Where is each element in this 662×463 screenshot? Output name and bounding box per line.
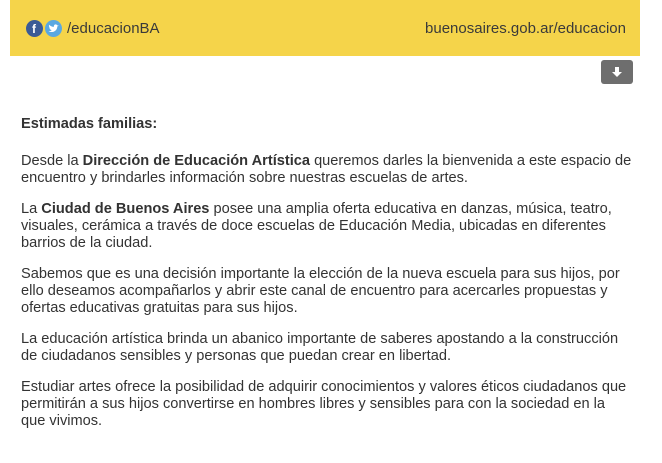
paragraph-artistic-education: La educación artística brinda un abanico importante de saberes apostando a la construcción de ciudadanos sensibles y personas que puedan crear en libertad.: [21, 331, 619, 364]
paragraph-decision: Sabemos que es una decisión importante la elección de la nueva escuela para sus hijos, por ello deseamos acompañarlos y abrir este canal de encuentro para acercarles propuestas y ofertas educativas gratuitas para sus hijos.: [21, 266, 620, 316]
paragraph-study-arts: Estudiar artes ofrece la posibilidad de adquirir conocimientos y valores éticos ciudadanos que permitirán a sus hijos convertirse en hombres libres y sensibles para con la sociedad en la que vivimos.: [21, 379, 627, 429]
website-link[interactable]: buenosaires.gob.ar/educacion: [425, 19, 626, 37]
paragraph-welcome: Desde la Dirección de Educación Artística queremos darles la bienvenida a este espacio de encuentro y brindarles información sobre nuestras escuelas de artes.: [21, 153, 632, 186]
social-links: [26, 20, 160, 37]
download-arrow-icon: [612, 67, 622, 78]
twitter-icon[interactable]: [45, 20, 62, 37]
svg-text:f: f: [32, 22, 36, 34]
facebook-icon[interactable]: [26, 20, 43, 37]
download-button[interactable]: [601, 60, 633, 84]
greeting: Estimadas familias:: [21, 116, 158, 132]
header-banner: [10, 0, 640, 56]
paragraph-offer: La Ciudad de Buenos Aires posee una amplia oferta educativa en danzas, música, teatro, visuales, cerámica a través de doce escuelas de Educación Media, ubicadas en diferentes barrios de la ciudad.: [21, 201, 612, 251]
social-handle[interactable]: /educacionBA: [67, 19, 160, 37]
letter-body: [21, 116, 633, 444]
